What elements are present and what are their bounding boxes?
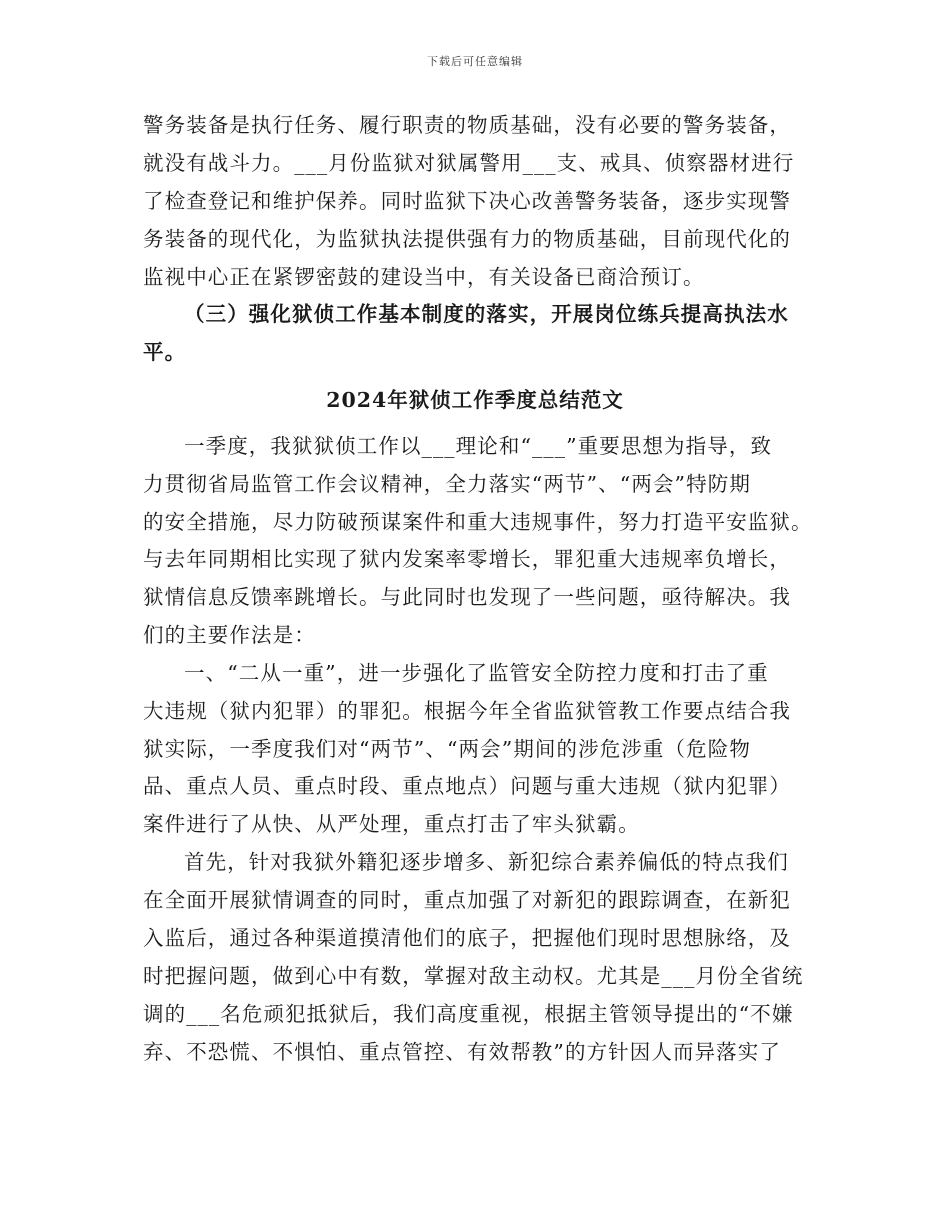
body-line: 狱情信息反馈率跳增长。与此同时也发现了一些问题，亟待解决。我 [143,585,791,609]
body-line: 大违规（狱内犯罪）的罪犯。根据今年全省监狱管教工作要点结合我 [143,699,791,723]
body-line: 在全面开展狱情调查的同时，重点加强了对新犯的跟踪调查，在新犯 [143,888,791,912]
body-line: 狱实际，一季度我们对“两节”、“两会”期间的涉危涉重（危险物 [143,737,751,761]
body-line: 首先，针对我狱外籍犯逐步增多、新犯综合素养偏低的特点我们 [184,850,789,874]
body-line: 品、重点人员、重点时段、重点地点）问题与重大违规（狱内犯罪） [143,774,791,798]
body-line: 入监后，通过各种渠道摸清他们的底子，把握他们现时思想脉络，及 [143,926,791,950]
body-line: 与去年同期相比实现了狱内发案率零增长，罪犯重大违规率负增长， [143,547,791,571]
body-line: 务装备的现代化，为监狱执法提供强有力的物质基础，目前现代化的 [143,227,791,251]
body-line: 了检查登记和维护保养。同时监狱下决心改善警务装备，逐步实现警 [143,189,791,213]
body-line: 力贯彻省局监管工作会议精神，全力落实“两节”、“两会”特防期 [143,472,751,496]
body-line: 的安全措施，尽力防破预谋案件和重大违规事件，努力打造平安监狱。 [143,510,813,534]
body-line: 警务装备是执行任务、履行职责的物质基础，没有必要的警务装备， [143,113,791,137]
page-header-note: 下载后可任意编辑 [427,55,523,68]
body-line: 调的___名危顽犯抵狱后，我们高度重视，根据主管领导提出的“不嫌 [143,1002,794,1026]
body-line: 时把握问题，做到心中有数，掌握对敌主动权。尤其是___月份全省统 [143,964,804,988]
section-heading: （三）强化狱侦工作基本制度的落实，开展岗位练兵提高执法水 [184,302,789,326]
body-line: 案件进行了从快、从严处理，重点打击了牢头狱霸。 [143,812,640,836]
body-line: 们的主要作法是： [143,623,316,647]
body-line: 一季度，我狱狱侦工作以___理论和“___”重要思想为指导，致 [184,434,773,458]
body-line: 一、“二从一重”，进一步强化了监管安全防控力度和打击了重 [184,661,769,685]
body-line: 弃、不恐慌、不惧怕、重点管控、有效帮教”的方针因人而异落实了 [143,1040,781,1064]
body-line: 就没有战斗力。___月份监狱对狱属警用___支、戒具、侦察器材进行 [143,151,795,175]
document-title: 2024年狱侦工作季度总结范文 [326,388,624,412]
body-line: 监视中心正在紧锣密鼓的建设当中，有关设备已商洽预订。 [143,265,705,289]
section-heading-continued: 平。 [143,340,187,364]
